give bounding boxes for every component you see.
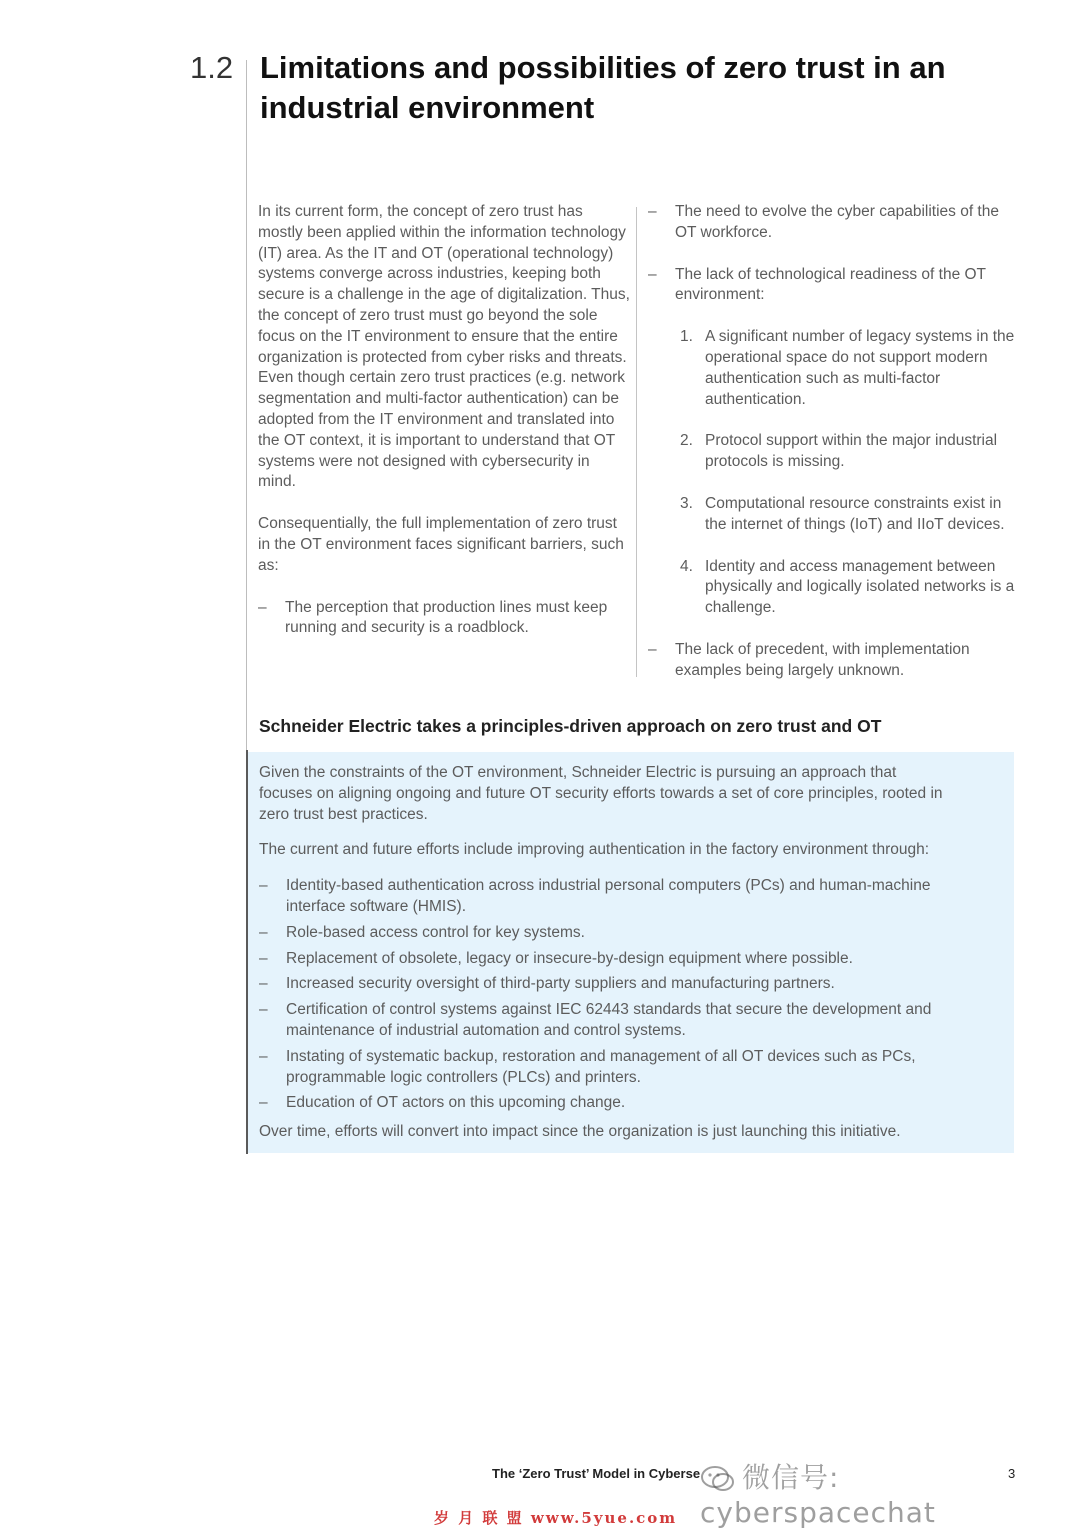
left-column [258,202,630,660]
item-text: A significant number of legacy systems in the operational space do not support modern authentication such as multi-factor authentication. [705,328,1015,408]
list-item [259,949,949,970]
dash-bullet: – [259,1047,268,1065]
callout-content [259,763,949,1158]
dash-bullet: – [648,203,657,220]
section-title: Limitations and possibilities of zero trust in an industrial environment [260,50,946,125]
barrier-item [648,202,1023,244]
item-number: 1. [680,328,693,346]
barrier-item [258,598,630,640]
site-watermark: 岁 月 联 盟 www.5yue.com [434,1509,678,1527]
dash-bullet: – [259,975,268,993]
wechat-icon [700,1464,736,1494]
barrier-text: The perception that production lines must keep running and security is a roadblock. [285,598,608,637]
callout-closing: Over time, efforts will convert into impact since the organization is just launching this initiative. [259,1123,901,1141]
item-text: Replacement of obsolete, legacy or insecure-by-design equipment where possible. [286,949,853,967]
barrier-text: The lack of technological readiness of the OT environment: [675,265,986,304]
barrier-item [648,265,1023,307]
list-item [259,974,949,995]
list-item [259,1047,949,1089]
item-text: Identity-based authentication across industrial personal computers (PCs) and human-machine interface software (HMIS). [286,877,931,915]
right-column [648,202,1023,703]
page-number: 3 [1008,1466,1016,1481]
readiness-list [680,327,1023,619]
list-item [680,431,1023,473]
efforts-list [259,876,949,1114]
item-number: 2. [680,432,693,450]
watermark-text: 微信号: cyberspacechat [700,1461,936,1529]
intro-paragraph: In its current form, the concept of zero trust has mostly been applied within the information technology (IT) area. As the IT and OT (operational technology) systems converge across industries, keeping both secure is a challenge in the age of digitalization. Thus, the concept of zero trust must go beyond the sole focus on the IT environment to ensure that the entire organization is protected from cyber risks and threats. Even though certain zero trust practices (e.g. network segmentation and multi-factor authentication) can be adopted from the IT environment and translated into the OT context, it is important to understand that OT systems were not designed with cybersecurity in mind. [258,203,630,491]
callout-lead: The current and future efforts include improving authentication in the factory environment through: [259,841,930,859]
list-item [680,557,1023,619]
item-text: Role-based access control for key systems. [286,923,585,941]
callout-box [248,752,1014,1153]
barriers-paragraph: Consequentially, the full implementation of zero trust in the OT environment faces significant barriers, such as: [258,515,624,574]
box-heading: Schneider Electric takes a principles-driven approach on zero trust and OT [259,716,882,736]
wechat-watermark [700,1456,1080,1529]
list-item [259,876,949,918]
dash-bullet: – [259,1094,268,1112]
dash-bullet: – [259,1001,268,1019]
dash-bullet: – [259,923,268,941]
item-text: Certification of control systems against IEC 62443 standards that secure the development and maintenance of industrial automation and control systems. [286,1001,932,1039]
barrier-item [648,640,1023,682]
dash-bullet: – [259,949,268,967]
list-item [259,1093,949,1114]
item-text: Increased security oversight of third-party suppliers and manufacturing partners. [286,975,835,993]
list-item [259,923,949,944]
item-number: 3. [680,494,693,512]
item-text: Education of OT actors on this upcoming change. [286,1094,626,1112]
item-text: Instating of systematic backup, restoration and management of all OT devices such as PCs, programmable logic controllers (PLCs) and printers. [286,1047,916,1086]
list-item [680,327,1023,410]
barrier-text: The need to evolve the cyber capabilities of the OT workforce. [675,203,999,241]
callout-intro: Given the constraints of the OT environment, Schneider Electric is pursuing an approach that focuses on aligning ongoing and future OT security efforts towards a set of core principles, rooted in zero trust best practices. [259,764,943,823]
item-number: 4. [680,557,693,575]
footer-title: The ‘Zero Trust’ Model in Cyberse [492,1466,701,1481]
column-divider [636,207,637,677]
dash-bullet: – [258,598,267,616]
list-item [259,1000,949,1042]
list-item [680,494,1023,536]
item-text: Protocol support within the major industrial protocols is missing. [705,432,998,471]
dash-bullet: – [648,640,657,658]
item-text: Identity and access management between physically and logically isolated networks is a challenge. [705,557,1015,617]
item-text: Computational resource constraints exist in the internet of things (IoT) and IIoT devices. [705,494,1005,533]
barrier-text: The lack of precedent, with implementation examples being largely unknown. [675,640,970,679]
dash-bullet: – [259,877,268,895]
section-number: 1.2 [190,50,234,85]
dash-bullet: – [648,265,657,283]
